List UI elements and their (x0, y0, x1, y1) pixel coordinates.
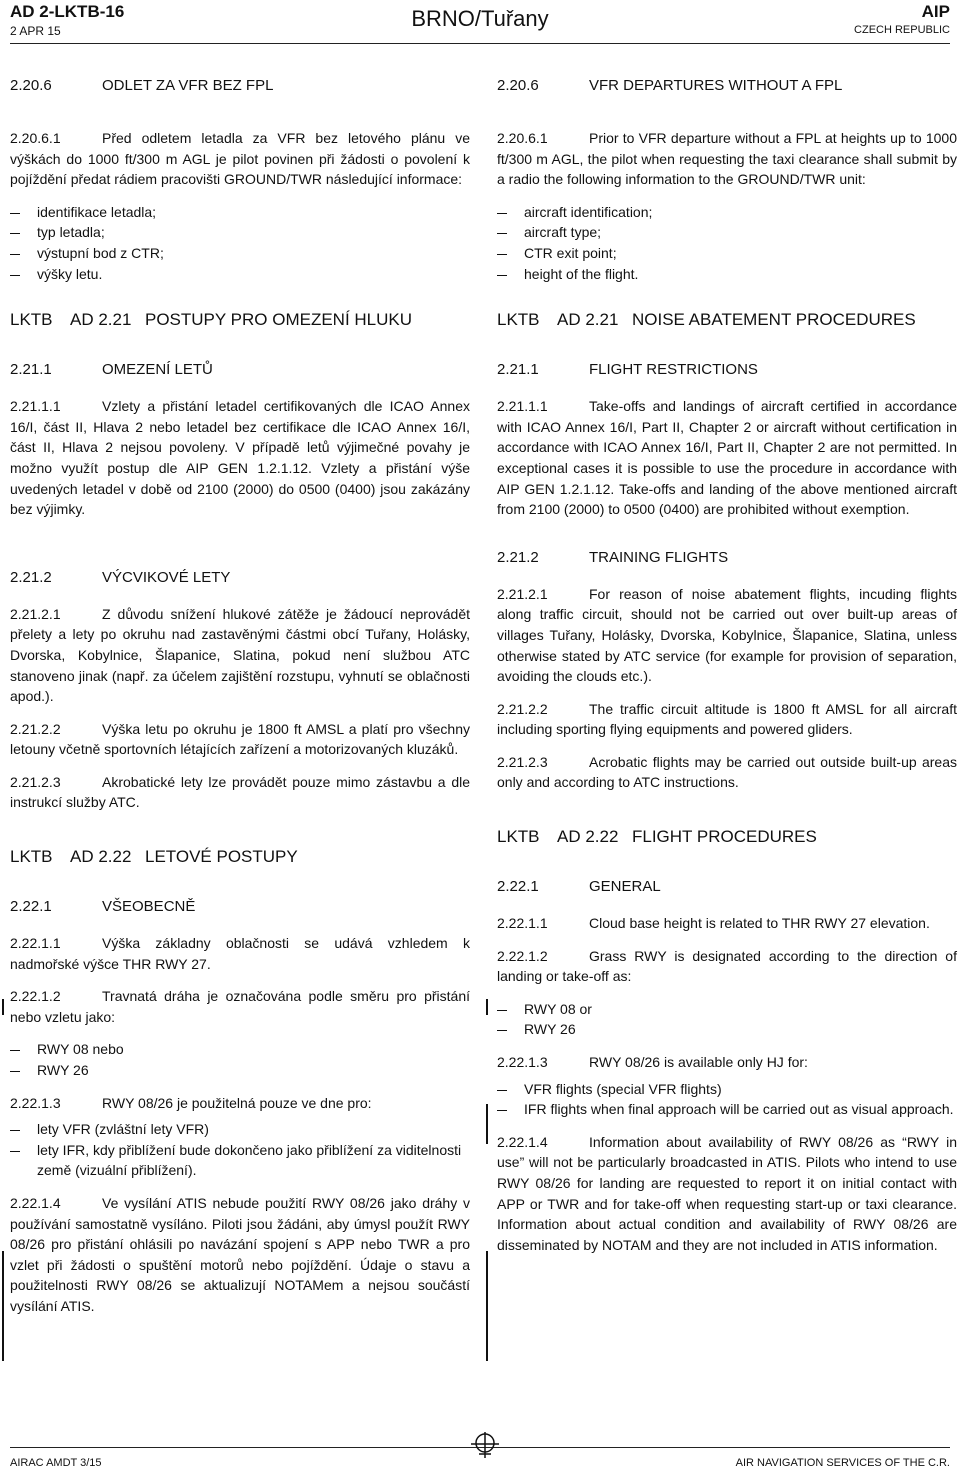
flight-type-list (10, 1119, 470, 1181)
chapter-heading: LKTB AD 2.22 FLIGHT PROCEDURES (497, 827, 817, 847)
list-item: RWY 08 or (497, 999, 957, 1020)
amendment-number: AIRAC AMDT 3/15 (10, 1457, 102, 1469)
section-heading: 2.20.6 ODLET ZA VFR BEZ FPL (10, 77, 274, 94)
publication-title: AIP (921, 2, 950, 21)
change-bar (2, 1251, 4, 1361)
list-item: typ letadla; (10, 222, 470, 243)
list-item: IFR flights when final approach will be carried out as visual approach. (497, 1099, 957, 1120)
publisher: AIR NAVIGATION SERVICES OF THE C.R. (735, 1457, 950, 1469)
aerodrome-title: BRNO/Tuřany (411, 6, 549, 31)
paragraph: 2.22.1.4 Ve vysílání ATIS nebude použití RWY 08/26 jako dráhy v používání samostatně vysíláno. Piloti jsou žádáni, aby úmysl použít RWY 08/26 pro přistání ohlásili po navázání spojení s APP nebo TWR a pro vzlet při žádosti o spuštění motorů nebo pojíždění. Údaje o stavu a použitelnosti RWY 08/26 se aktualizují NOTAMem a nejsou součástí vysílání ATIS. (10, 1195, 470, 1314)
section-heading: 2.21.1 FLIGHT RESTRICTIONS (497, 361, 758, 379)
paragraph: 2.21.2.2 Výška letu po okruhu je 1800 ft AMSL a platí pro všechny letouny včetně sportovních létajících zařízení a motorizovaných kluzáků. (10, 720, 470, 758)
paragraph: 2.21.2.1 For reason of noise abatement flights, incuding flights along traffic circuit, should not be carried out over built-up areas of villages Tuřany, Holásky, Dvorska, Kobylnice, Šlapanice, Slatina, unless otherwise stated by ATC service (for example for provision of separation, avoiding the clouds etc.). (497, 585, 957, 685)
aircraft-emblem-icon (465, 1430, 505, 1460)
paragraph: 2.21.1.1 Take-offs and landings of aircraft certified in accordance with ICAO Annex 16/I, Part II, Chapter 2 or aircraft without certification in accordance with ICAO Annex 16/I, Part II, Chapter 2 are not permitted. In exceptional cases it is possible to use the procedure in accordance with AIP GEN 1.2.1.12. Take-offs and landing of the above mentioned aircraft from 2100 (2000) to 0500 (0400) are prohibited without exemption. (497, 398, 957, 518)
list-item: aircraft type; (497, 222, 957, 243)
info-list (497, 202, 957, 284)
list-item: lety IFR, kdy přiblížení bude dokončeno jako přiblížení za viditelnosti země (vizuální přiblížení). (10, 1140, 470, 1181)
left-column-czech (10, 74, 470, 1329)
list-item: RWY 08 nebo (10, 1039, 470, 1060)
page-code: AD 2-LKTB-16 (10, 2, 125, 21)
list-item: CTR exit point; (497, 243, 957, 264)
paragraph: 2.20.6.1 Prior to VFR departure without a FPL at heights up to 1000 ft/300 m AGL, the pilot when requesting the taxi clearance shall submit by a radio the following information to the GROUND/TWR unit: (497, 130, 957, 188)
page-date: 2 APR 15 (10, 24, 61, 38)
paragraph: 2.21.1.1 Vzlety a přistání letadel certifikovaných dle ICAO Annex 16/I, část II, Hlava 2 nebo letadel bez certifikace dle ICAO Annex 16/I, část II, Hlava 2 nejsou povoleny. V případě letů výjimečné povahy je možno využít postup dle AIP GEN 1.2.1.12. Vzlety a přistání výše uvedených letadel v době od 2100 (2000) do 0500 (0400) jsou zakázány bez výjimky. (10, 398, 470, 518)
list-item: RWY 26 (10, 1060, 470, 1081)
section-heading: 2.21.2 VÝCVIKOVÉ LETY (10, 568, 231, 586)
chapter-heading: LKTB AD 2.21 POSTUPY PRO OMEZENÍ HLUKU (10, 310, 413, 330)
list-item: identifikace letadla; (10, 202, 470, 223)
right-column-english (497, 74, 957, 1267)
list-item: height of the flight. (497, 264, 957, 285)
list-item: RWY 26 (497, 1019, 957, 1040)
change-bar (486, 999, 488, 1015)
paragraph: 2.22.1.3 RWY 08/26 je použitelná pouze ve dne pro: (10, 1094, 372, 1111)
header-rule (10, 43, 950, 44)
section-heading: 2.22.1 GENERAL (497, 878, 661, 896)
change-bar (486, 1251, 488, 1361)
publication-country: CZECH REPUBLIC (854, 24, 950, 36)
rwy-list (10, 1039, 470, 1080)
info-list (10, 202, 470, 284)
section-heading: 2.21.1 OMEZENÍ LETŮ (10, 361, 213, 379)
chapter-heading: LKTB AD 2.21 NOISE ABATEMENT PROCEDURES (497, 310, 916, 330)
paragraph: 2.22.1.3 RWY 08/26 is available only HJ for: (497, 1054, 808, 1071)
chapter-heading: LKTB AD 2.22 LETOVÉ POSTUPY (10, 847, 298, 867)
paragraph: 2.22.1.2 Travnatá dráha je označována podle směru pro přistání nebo vzletu jako: (10, 988, 470, 1025)
paragraph: 2.21.2.2 The traffic circuit altitude is 1800 ft AMSL for all aircraft including sporting flying equipments and powered gliders. (497, 700, 957, 738)
paragraph: 2.21.2.1 Z důvodu snížení hlukové zátěže je žádoucí neprovádět přelety a lety po okruhu nad zastavěnými částmi obcí Tuřany, Holásky, Dvorska, Kobylnice, Šlapanice, Slatina, pokud není službou ATC stanoveno jinak (např. za účelem zajištění rozstupu, vyhnutí se oblačnosti apod.). (10, 605, 470, 705)
paragraph: 2.21.2.3 Acrobatic flights may be carried out outside built-up areas only and according to ATC instructions. (497, 753, 957, 791)
paragraph: 2.21.2.3 Akrobatické lety lze provádět pouze mimo zástavbu a dle instrukcí služby ATC. (10, 773, 470, 811)
change-bar (2, 999, 4, 1015)
section-heading: 2.21.2 TRAINING FLIGHTS (497, 548, 729, 566)
change-bar (486, 1104, 488, 1144)
section-heading: 2.22.1 VŠEOBECNĚ (10, 898, 196, 916)
list-item: výšky letu. (10, 264, 470, 285)
list-item: výstupní bod z CTR; (10, 243, 470, 264)
rwy-list (497, 999, 957, 1040)
list-item: VFR flights (special VFR flights) (497, 1079, 957, 1100)
section-heading: 2.20.6 VFR DEPARTURES WITHOUT A FPL (497, 77, 843, 94)
paragraph: 2.22.1.1 Výška základny oblačnosti se udává vzhledem k nadmořské výšce THR RWY 27. (10, 935, 470, 972)
paragraph: 2.22.1.4 Information about availability of RWY 08/26 as “RWY in use” will not be particularly broadcasted in ATIS. Pilots who intend to use RWY 08/26 for landing are requested to report it on initial contact with APP or TWR and for take-off when requesting start-up or taxi clearance. Information about actual condition and availability of RWY 08/26 are disseminated by NOTAM and they are not included in ATIS information. (497, 1133, 957, 1253)
paragraph: 2.22.1.1 Cloud base height is related to THR RWY 27 elevation. (497, 915, 930, 932)
list-item: aircraft identification; (497, 202, 957, 223)
flight-type-list (497, 1079, 957, 1120)
list-item: lety VFR (zvláštní lety VFR) (10, 1119, 470, 1140)
paragraph: 2.22.1.2 Grass RWY is designated according to the direction of landing or take-off as: (497, 947, 957, 985)
paragraph: 2.20.6.1 Před odletem letadla za VFR bez letového plánu ve výškách do 1000 ft/300 m AGL je pilot povinen při žádosti o povolení k pojíždění předat rádiem pracovišti GROUND/TWR následující informace: (10, 130, 470, 188)
